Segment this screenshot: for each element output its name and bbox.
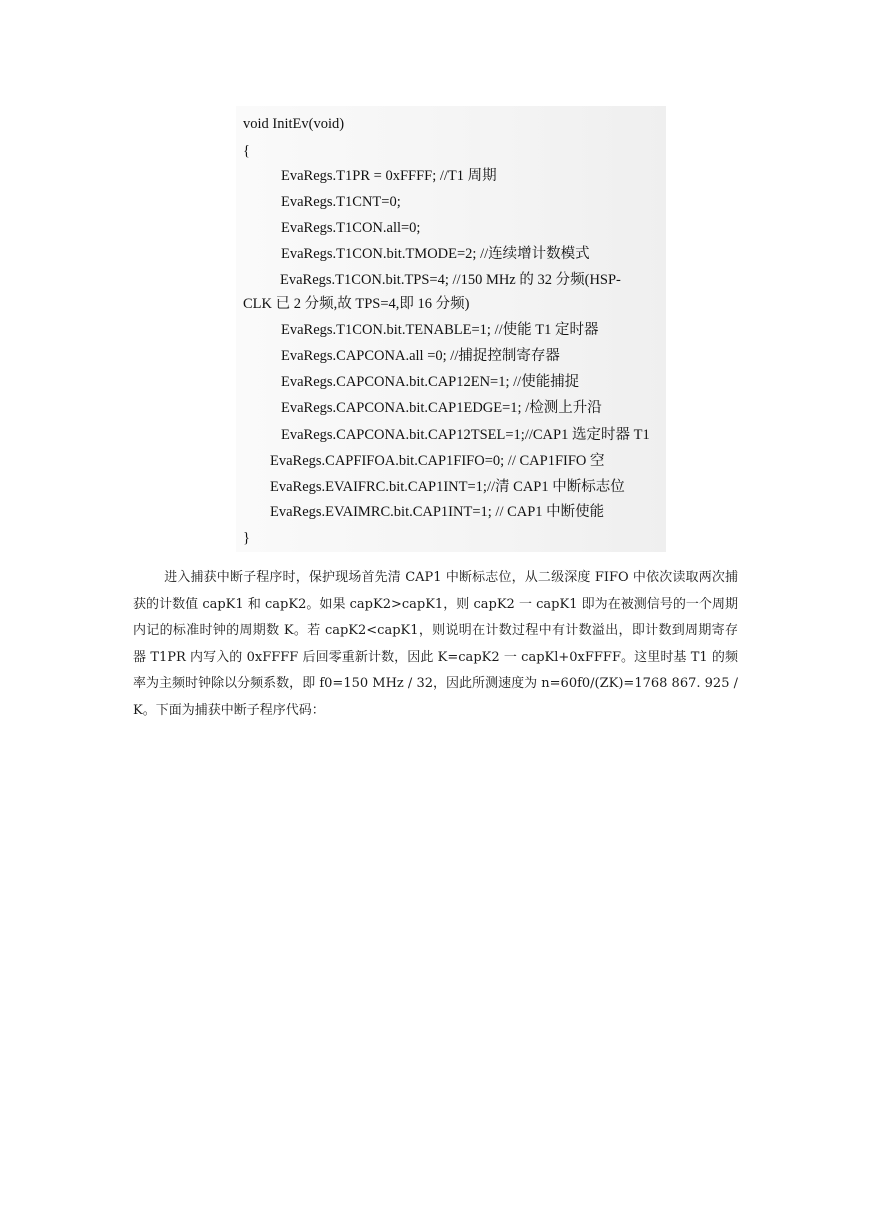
code-line: EvaRegs.EVAIMRC.bit.CAP1INT=1; // CAP1 中断使能 xyxy=(270,504,605,520)
code-line: { xyxy=(243,143,250,159)
code-listing xyxy=(236,106,666,552)
code-line: EvaRegs.CAPFIFOA.bit.CAP1FIFO=0; // CAP1FIFO 空 xyxy=(270,453,605,469)
body-paragraph xyxy=(133,565,738,724)
code-line: EvaRegs.T1CNT=0; xyxy=(281,194,401,210)
code-line: CLK 已 2 分频,故 TPS=4,即 16 分频) xyxy=(243,296,470,312)
code-line: } xyxy=(243,530,250,546)
code-line: EvaRegs.CAPCONA.bit.CAP12EN=1; //使能捕捉 xyxy=(281,374,580,390)
code-line: EvaRegs.EVAIFRC.bit.CAP1INT=1;//清 CAP1 中断标志位 xyxy=(270,479,625,495)
code-line: EvaRegs.T1PR = 0xFFFF; //T1 周期 xyxy=(281,168,497,184)
code-line: EvaRegs.T1CON.bit.TMODE=2; //连续增计数模式 xyxy=(281,246,590,262)
paragraph-text: 进入捕获中断子程序时，保护现场首先清 CAP1 中断标志位，从二级深度 FIFO 中依次读取两次捕获的计数值 capK1 和 capK2。如果 capK2>capK1，则 capK2 一 capK1 即为在被测信号的一个周期内记的标准时钟的周期数 K。若 capK2<capK1，则说明在计数过程中有计数溢出，即计数到周期寄存器 T1PR 内写入的 0xFFFF 后回零重新计数，因此 K=capK2 一 capKl+0xFFFF。这里时基 T1 的频率为主频时钟除以分频系数，即 f0=150 MHz / 32，因此所测速度为 n=60f0/(ZK)=1768 867. 925 / K。下面为捕获中断子程序代码： xyxy=(133,570,738,718)
code-line: EvaRegs.T1CON.bit.TENABLE=1; //使能 T1 定时器 xyxy=(281,322,599,338)
code-line: EvaRegs.T1CON.bit.TPS=4; //150 MHz 的 32 分频(HSP- xyxy=(280,272,621,288)
code-line: EvaRegs.CAPCONA.all =0; //捕捉控制寄存器 xyxy=(281,348,560,364)
code-line: EvaRegs.CAPCONA.bit.CAP1EDGE=1; /检测上升沿 xyxy=(281,400,602,416)
code-line: EvaRegs.T1CON.all=0; xyxy=(281,220,421,236)
code-line: EvaRegs.CAPCONA.bit.CAP12TSEL=1;//CAP1 选定时器 T1 xyxy=(281,427,650,443)
code-line: void InitEv(void) xyxy=(243,116,345,132)
